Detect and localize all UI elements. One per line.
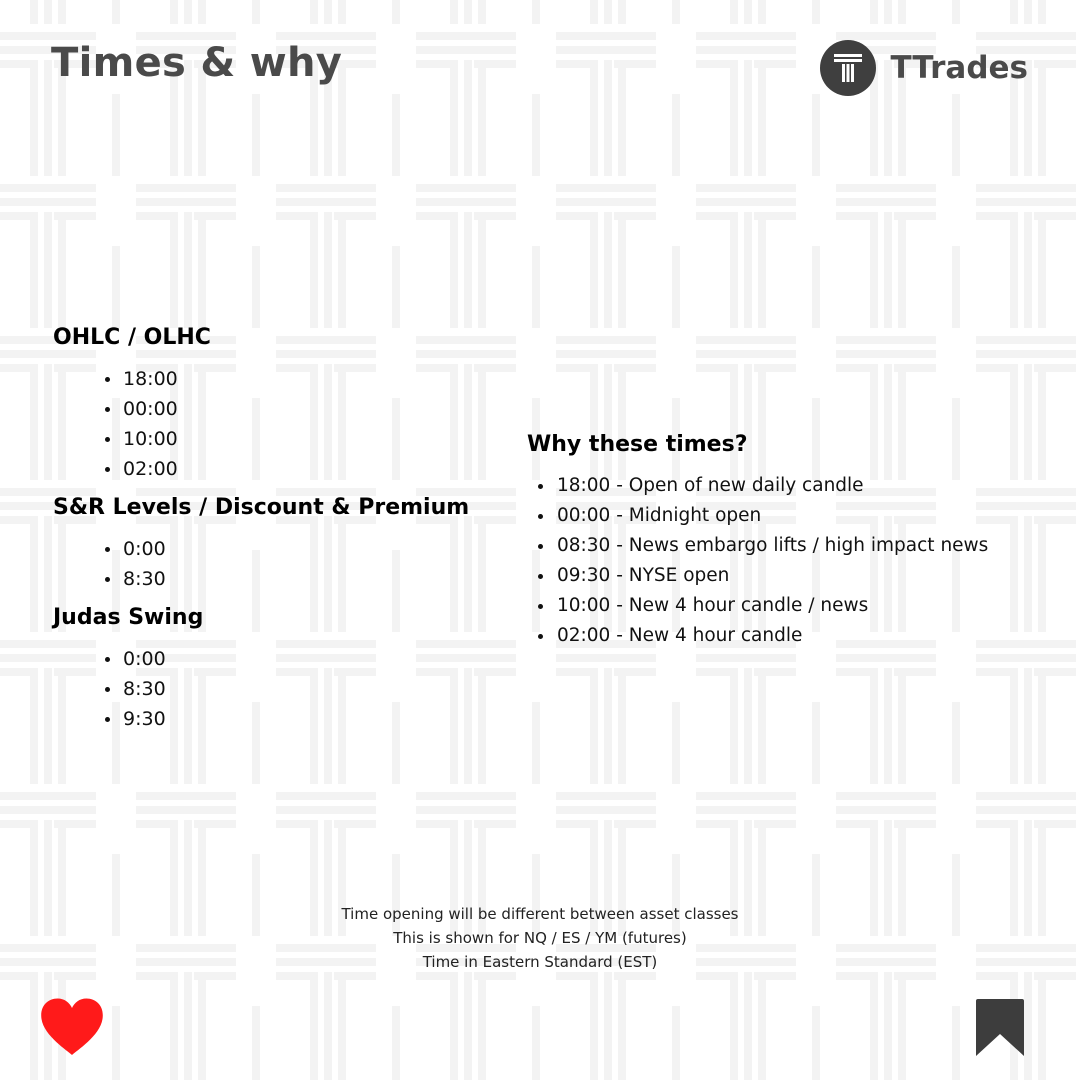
ohlc-times xyxy=(53,364,503,484)
brand-name: TTrades xyxy=(890,50,1028,86)
t-logo-icon xyxy=(820,40,876,96)
brand xyxy=(820,40,1028,96)
list-item: 8:30 xyxy=(53,564,503,594)
why-these-times xyxy=(527,425,1047,651)
bullet-icon xyxy=(538,514,543,519)
list-item: 9:30 xyxy=(53,704,503,734)
sr-levels-times xyxy=(53,534,503,594)
heart-icon[interactable] xyxy=(40,998,104,1056)
page-title: Times & why xyxy=(51,40,343,86)
bullet-icon xyxy=(105,687,110,692)
list-item: 10:00 - New 4 hour candle / news xyxy=(527,591,1047,621)
bullet-icon xyxy=(105,407,110,412)
list-item: 10:00 xyxy=(53,424,503,454)
bullet-icon xyxy=(105,377,110,382)
bullet-icon xyxy=(105,717,110,722)
bullet-icon xyxy=(538,484,543,489)
bullet-icon xyxy=(105,577,110,582)
list-item: 09:30 - NYSE open xyxy=(527,561,1047,591)
list-item: 18:00 xyxy=(53,364,503,394)
list-item: 18:00 - Open of new daily candle xyxy=(527,471,1047,501)
bullet-icon xyxy=(105,547,110,552)
bullet-icon xyxy=(538,574,543,579)
bullet-icon xyxy=(105,657,110,662)
list-item: 02:00 xyxy=(53,454,503,484)
judas-swing-times xyxy=(53,644,503,734)
list-item: 0:00 xyxy=(53,534,503,564)
times-list xyxy=(53,318,503,738)
footer-note: Time opening will be different between asset classes xyxy=(341,905,739,923)
bookmark-icon[interactable] xyxy=(974,998,1026,1058)
section-title-why: Why these times? xyxy=(527,432,748,457)
list-item: 00:00 - Midnight open xyxy=(527,501,1047,531)
bullet-icon xyxy=(105,467,110,472)
list-item: 00:00 xyxy=(53,394,503,424)
list-item: 08:30 - News embargo lifts / high impact news xyxy=(527,531,1047,561)
list-item: 0:00 xyxy=(53,644,503,674)
section-title-sr-levels: S&R Levels / Discount & Premium xyxy=(53,495,470,520)
section-title-judas-swing: Judas Swing xyxy=(53,605,204,630)
bullet-icon xyxy=(105,437,110,442)
why-list xyxy=(527,471,1047,651)
footer-notes xyxy=(0,902,1080,974)
footer-note: Time in Eastern Standard (EST) xyxy=(422,953,658,971)
bullet-icon xyxy=(538,544,543,549)
footer-note: This is shown for NQ / ES / YM (futures) xyxy=(393,929,687,947)
section-title-ohlc: OHLC / OLHC xyxy=(53,325,211,350)
bullet-icon xyxy=(538,604,543,609)
list-item: 02:00 - New 4 hour candle xyxy=(527,621,1047,651)
list-item: 8:30 xyxy=(53,674,503,704)
bullet-icon xyxy=(538,634,543,639)
